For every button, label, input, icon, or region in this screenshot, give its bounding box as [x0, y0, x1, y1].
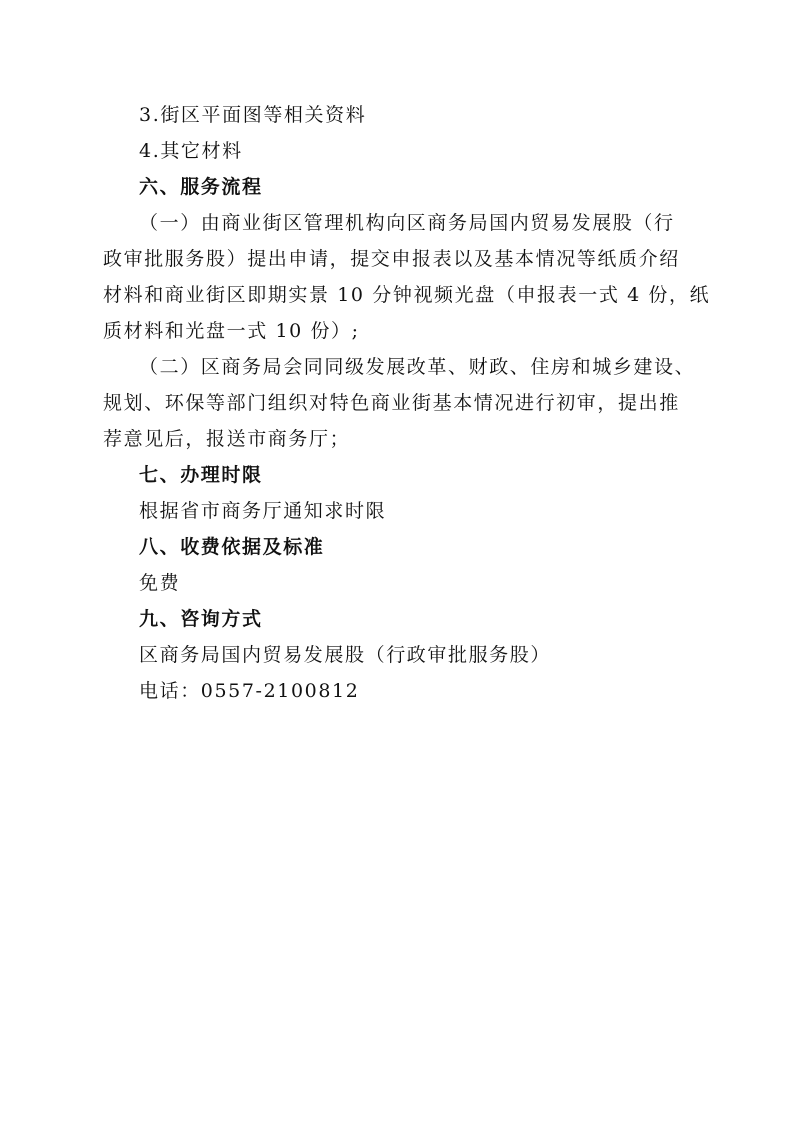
process-step-2-line-1: （二）区商务局会同同级发展改革、财政、住房和城乡建设、 — [139, 356, 696, 378]
consultation-department: 区商务局国内贸易发展股（行政审批服务股） — [139, 644, 552, 666]
material-item-4: 4.其它材料 — [139, 140, 243, 162]
material-item-3: 3.街区平面图等相关资料 — [139, 104, 367, 126]
section-heading-consultation: 九、咨询方式 — [139, 608, 263, 630]
process-step-2-line-3: 荐意见后，报送市商务厅； — [103, 428, 351, 450]
process-step-1-line-2: 政审批服务股）提出申请，提交申报表以及基本情况等纸质介绍 — [103, 248, 680, 270]
process-step-1-line-1: （一）由商业街区管理机构向区商务局国内贸易发展股（行 — [139, 212, 675, 234]
section-heading-fee-basis: 八、收费依据及标准 — [139, 536, 325, 558]
section-heading-time-limit: 七、办理时限 — [139, 464, 263, 486]
process-step-1-line-4: 质材料和光盘一式 10 份）; — [103, 320, 360, 342]
section-heading-service-process: 六、服务流程 — [139, 176, 263, 198]
consultation-phone: 电话：0557-2100812 — [139, 680, 360, 702]
fee-text: 免费 — [139, 572, 181, 594]
process-step-2-line-2: 规划、环保等部门组织对特色商业街基本情况进行初审，提出推 — [103, 392, 680, 414]
process-step-1-line-3: 材料和商业街区即期实景 10 分钟视频光盘（申报表一式 4 份，纸 — [103, 284, 711, 306]
time-limit-text: 根据省市商务厅通知求时限 — [139, 500, 387, 522]
